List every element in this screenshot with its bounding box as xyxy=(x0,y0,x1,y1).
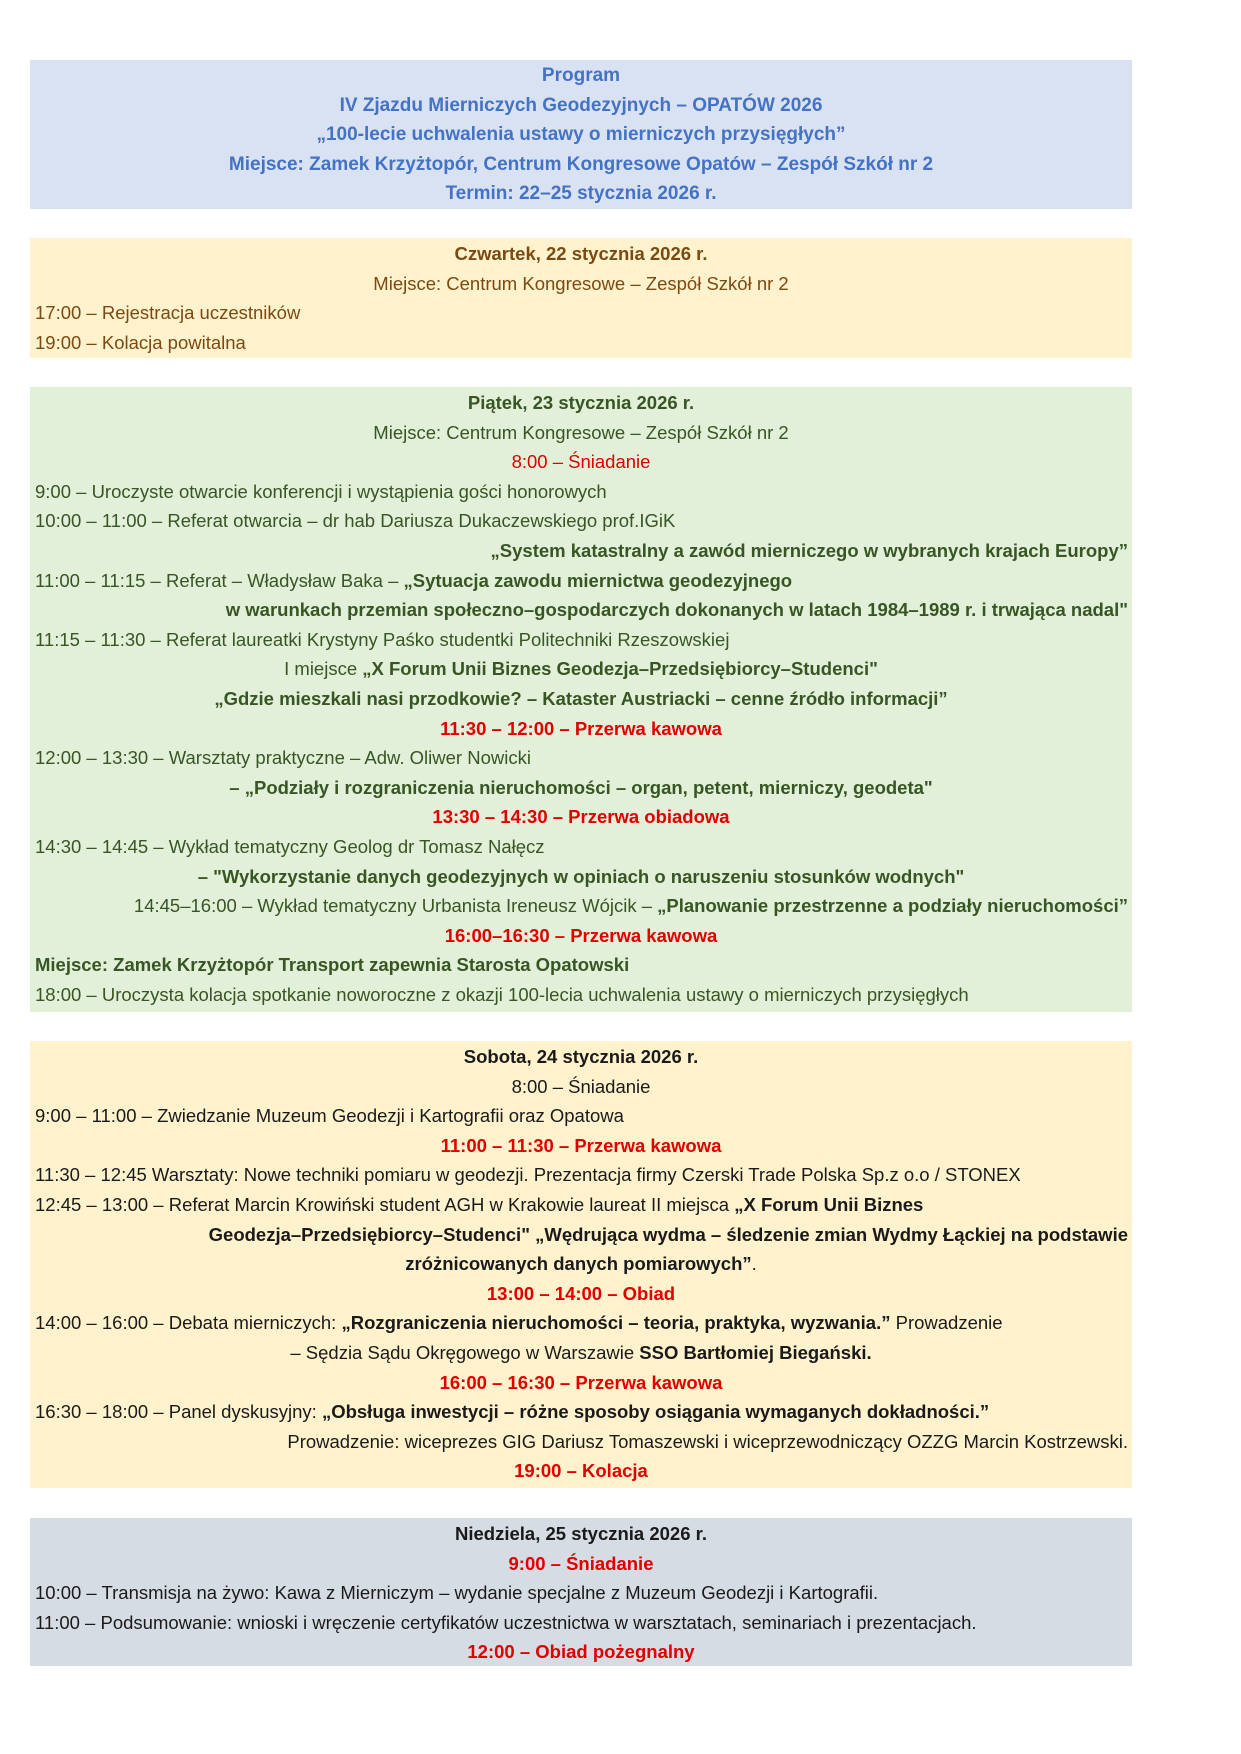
break-item: 16:00 – 16:30 – Przerwa kawowa xyxy=(439,1371,723,1393)
talk-title: „Gdzie mieszkali nasi przodkowie? – Kataster Austriacki – cenne źródło informacji” xyxy=(214,687,948,709)
schedule-item xyxy=(30,1308,1132,1338)
day-title: Niedziela, 25 stycznia 2026 r. xyxy=(455,1523,707,1544)
talk-title: „Sytuacja zawodu miernictwa geodezyjnego xyxy=(403,569,793,591)
break-item: 13:30 – 14:30 – Przerwa obiadowa xyxy=(432,806,730,828)
day-place: Miejsce: Zamek Krzyżtopór Transport zapewnia Starosta Opatowski xyxy=(35,954,630,976)
schedule-item xyxy=(30,654,1132,684)
schedule-text: 16:30 – 18:00 – Panel dyskusyjny: xyxy=(35,1401,322,1423)
schedule-item xyxy=(30,1190,1132,1220)
event-location: Miejsce: Zamek Krzyżtopór, Centrum Kongresowe Opatów – Zespół Szkół nr 2 xyxy=(228,153,934,175)
schedule-item: 10:00 – Transmisja na żywo: Kawa z Mierniczym – wydanie specjalne z Muzeum Geodezji i Kartografii. xyxy=(35,1582,879,1604)
schedule-text: I miejsce xyxy=(284,658,363,680)
break-item: 13:00 – 14:00 – Obiad xyxy=(486,1282,676,1304)
schedule-item xyxy=(30,1397,1132,1427)
schedule-item: 10:00 – 11:00 – Referat otwarcia – dr hab Dariusza Dukaczewskiego prof.IGiK xyxy=(35,510,676,532)
schedule-text: 14:00 – 16:00 – Debata mierniczych: xyxy=(35,1312,342,1334)
talk-title: „System katastralny a zawód mierniczego w wybranych krajach Europy” xyxy=(490,539,1128,561)
talk-title: Geodezja–Przedsiębiorcy–Studenci" „Wędrująca wydma – śledzenie zmian Wydmy Łąckiej na podstawie xyxy=(208,1223,1128,1245)
break-item: 12:00 – Obiad pożegnalny xyxy=(467,1641,695,1663)
day-place: Miejsce: Centrum Kongresowe – Zespół Szkół nr 2 xyxy=(373,421,789,443)
break-item: 11:30 – 12:00 – Przerwa kawowa xyxy=(440,717,722,739)
program-header xyxy=(30,60,1132,209)
program-title: Program xyxy=(541,65,621,86)
talk-title: – „Podziały i rozgraniczenia nieruchomości – organ, petent, mierniczy, geodeta" xyxy=(229,776,933,798)
day-place: Miejsce: Centrum Kongresowe – Zespół Szkół nr 2 xyxy=(373,272,789,294)
break-item: 19:00 – Kolacja xyxy=(514,1460,648,1482)
schedule-item: 11:30 – 12:45 Warsztaty: Nowe techniki pomiaru w geodezji. Prezentacja firmy Czerski Trade Polska Sp.z o.o / STONEX xyxy=(35,1164,1021,1186)
schedule-item: 11:15 – 11:30 – Referat laureatki Krystyny Paśko studentki Politechniki Rzeszowskiej xyxy=(35,628,730,650)
event-motto: „100-lecie uchwalenia ustawy o mierniczych przysięgłych” xyxy=(316,124,846,146)
day-thursday xyxy=(30,238,1132,358)
schedule-text: Prowadzenie xyxy=(890,1312,1003,1334)
break-item: 8:00 – Śniadanie xyxy=(511,451,651,473)
punctuation: . xyxy=(751,1253,757,1275)
schedule-item: 12:00 – 13:30 – Warsztaty praktyczne – Adw. Oliwer Nowicki xyxy=(35,747,531,769)
schedule-item xyxy=(30,1338,1132,1368)
event-dates: Termin: 22–25 stycznia 2026 r. xyxy=(445,183,717,205)
talk-title: „Rozgraniczenia nieruchomości – teoria, praktyka, wyzwania.” xyxy=(341,1312,891,1334)
day-title: Czwartek, 22 stycznia 2026 r. xyxy=(454,243,708,264)
schedule-item xyxy=(30,566,1132,596)
schedule-item: 19:00 – Kolacja powitalna xyxy=(35,331,246,353)
talk-title: „Planowanie przestrzenne a podziały nieruchomości” xyxy=(657,895,1128,917)
forum-name: „X Forum Unii Biznes Geodezja–Przedsiębiorcy–Studenci" xyxy=(362,658,878,680)
schedule-text: 14:45–16:00 – Wykład tematyczny Urbanista Ireneusz Wójcik – xyxy=(133,895,658,917)
day-title: Sobota, 24 stycznia 2026 r. xyxy=(463,1046,699,1067)
schedule-item: Prowadzenie: wiceprezes GIG Dariusz Tomaszewski i wiceprzewodniczący OZZG Marcin Kostrzewski. xyxy=(287,1430,1128,1452)
day-title: Piątek, 23 stycznia 2026 r. xyxy=(467,392,695,413)
day-sunday xyxy=(30,1518,1132,1666)
event-name: IV Zjazdu Mierniczych Geodezyjnych – OPATÓW 2026 xyxy=(339,94,823,116)
schedule-item: 8:00 – Śniadanie xyxy=(511,1075,651,1097)
talk-title: zróżnicowanych danych pomiarowych” xyxy=(405,1253,752,1275)
schedule-item xyxy=(30,891,1132,921)
schedule-text: 12:45 – 13:00 – Referat Marcin Krowiński student AGH w Krakowie laureat II miejsca xyxy=(35,1193,735,1215)
talk-title-end xyxy=(30,1249,1132,1279)
schedule-text: 11:00 – 11:15 – Referat – Władysław Baka – xyxy=(35,569,404,591)
forum-name: „X Forum Unii Biznes xyxy=(734,1193,924,1215)
schedule-item: 18:00 – Uroczysta kolacja spotkanie noworoczne z okazji 100-lecia uchwalenia ustawy o mierniczych przysięgłych xyxy=(35,983,969,1005)
day-saturday xyxy=(30,1041,1132,1488)
break-item: 9:00 – Śniadanie xyxy=(508,1552,654,1574)
schedule-item: 17:00 – Rejestracja uczestników xyxy=(35,302,301,324)
schedule-item: 11:00 – Podsumowanie: wnioski i wręczenie certyfikatów uczestnictwa w warsztatach, seminariach i prezentacjach. xyxy=(35,1611,977,1633)
moderator-name: SSO Bartłomiej Biegański. xyxy=(639,1341,872,1363)
break-item: 16:00–16:30 – Przerwa kawowa xyxy=(444,924,718,946)
talk-title: w warunkach przemian społeczno–gospodarczych dokonanych w latach 1984–1989 r. i trwająca nadal" xyxy=(225,599,1128,621)
talk-title: – "Wykorzystanie danych geodezyjnych w opiniach o naruszeniu stosunków wodnych" xyxy=(197,865,965,887)
schedule-item: 9:00 – Uroczyste otwarcie konferencji i wystąpienia gości honorowych xyxy=(35,480,607,502)
schedule-text: – Sędzia Sądu Okręgowego w Warszawie xyxy=(290,1341,640,1363)
talk-title: „Obsługa inwestycji – różne sposoby osiągania wymaganych dokładności.” xyxy=(321,1401,990,1423)
schedule-item: 9:00 – 11:00 – Zwiedzanie Muzeum Geodezji i Kartografii oraz Opatowa xyxy=(35,1105,624,1127)
break-item: 11:00 – 11:30 – Przerwa kawowa xyxy=(440,1134,722,1156)
schedule-item: 14:30 – 14:45 – Wykład tematyczny Geolog dr Tomasz Nałęcz xyxy=(35,835,545,857)
day-friday xyxy=(30,387,1132,1012)
